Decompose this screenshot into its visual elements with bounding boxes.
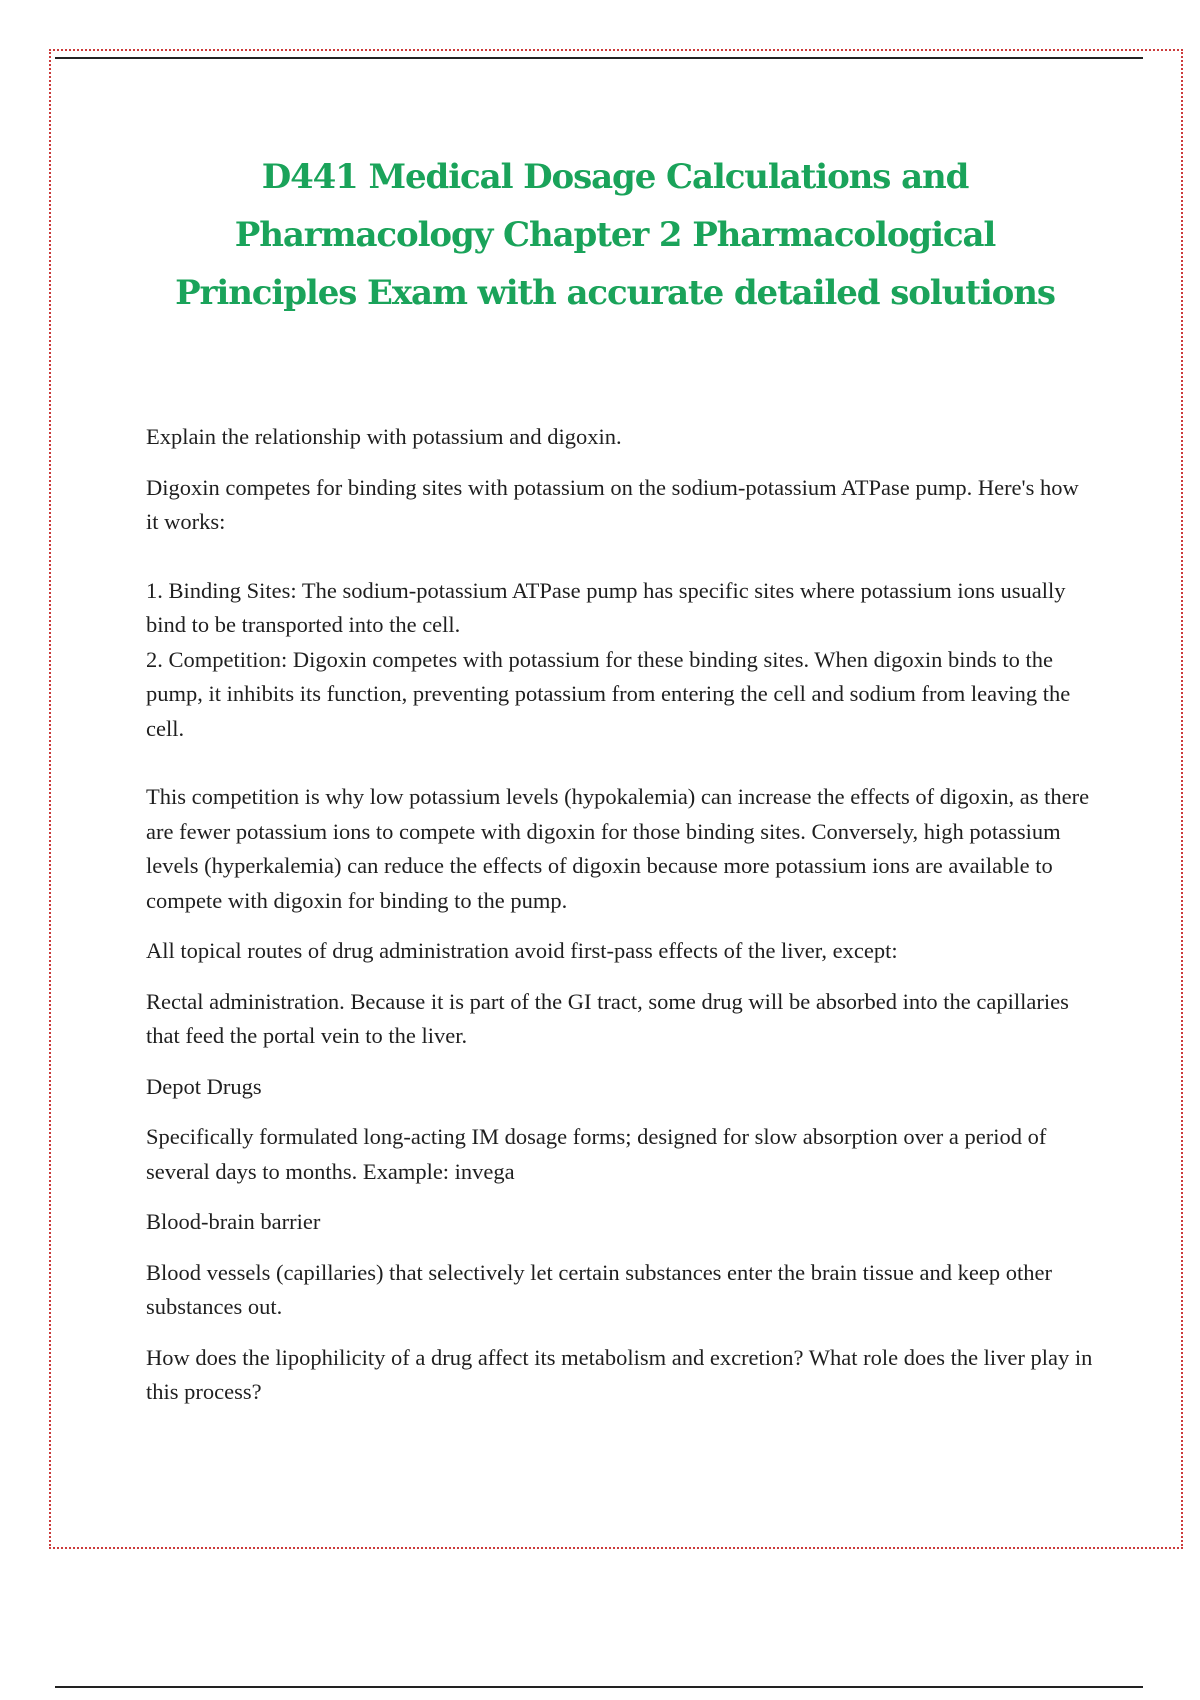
answer-4: Blood vessels (capillaries) that selectively let certain substances enter the brain tissue and keep other substances out. <box>146 1259 1052 1319</box>
top-rule <box>55 57 1143 59</box>
answer-2: Rectal administration. Because it is part of the GI tract, some drug will be absorbed into the capillaries that feed the portal vein to the liver. <box>146 988 1069 1048</box>
document-title: D441 Medical Dosage Calculations and Pharmacology Chapter 2 Pharmacological Principles Exam with accurate detailed solutions <box>175 157 1055 313</box>
answer-3: Specifically formulated long-acting IM dosage forms; designed for slow absorption over a period of several days to months. Example: invega <box>146 1124 1047 1184</box>
answer-1-conclusion: This competition is why low potassium levels (hypokalemia) can increase the effects of digoxin, as there are fewer potassium ions to compete with digoxin for those binding sites. Conversely, high potassium levels (hyperkalemia) can reduce the effects of digoxin because more potassium ions are available to compete with digoxin for binding to the pump. <box>146 784 1090 913</box>
answer-1 <box>146 471 1096 919</box>
answer-1-point-2: 2. Competition: Digoxin competes with potassium for these binding sites. When digoxin binds to the pump, it inhibits its function, preventing potassium from entering the cell and sodium from leaving the cell. <box>146 646 1071 741</box>
answer-1-point-1: 1. Binding Sites: The sodium-potassium ATPase pump has specific sites where potassium ions usually bind to be transported into the cell. <box>146 577 1066 637</box>
question-2: All topical routes of drug administration avoid first-pass effects of the liver, except: <box>146 938 898 963</box>
question-4: Blood-brain barrier <box>146 1209 321 1234</box>
bottom-rule <box>55 1686 1143 1688</box>
question-1: Explain the relationship with potassium and digoxin. <box>146 424 622 449</box>
question-3: Depot Drugs <box>146 1073 262 1099</box>
qa-content <box>146 420 1096 1426</box>
paragraph-gap <box>146 540 1096 574</box>
question-5: How does the lipophilicity of a drug affect its metabolism and excretion? What role does the liver play in this process? <box>146 1344 1093 1404</box>
paragraph-gap <box>146 746 1096 780</box>
answer-1-intro: Digoxin competes for binding sites with potassium on the sodium-potassium ATPase pump. Here's how it works: <box>146 474 1079 534</box>
